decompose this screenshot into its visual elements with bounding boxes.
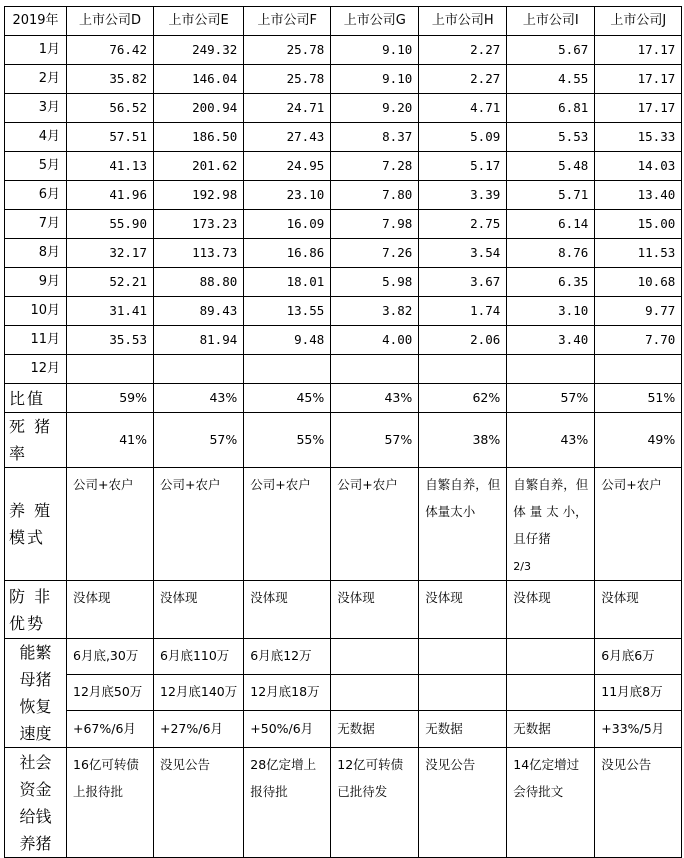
value-cell: 13.55 bbox=[244, 297, 331, 326]
value-cell: 35.82 bbox=[67, 65, 154, 94]
breeding-mode-cell bbox=[595, 468, 682, 581]
value-cell: 5.67 bbox=[507, 36, 595, 65]
breeding-mode-row bbox=[5, 468, 682, 581]
breeding-mode-text: 公司+农户 bbox=[601, 477, 662, 492]
value-cell: 5.71 bbox=[507, 181, 595, 210]
social-funding-cell: 14亿定增过会待批文 bbox=[507, 748, 595, 858]
sow-recovery-cell: +67%/6月 bbox=[67, 711, 154, 748]
value-cell: 5.17 bbox=[419, 152, 507, 181]
value-cell: 2.75 bbox=[419, 210, 507, 239]
month-label: 1月 bbox=[5, 36, 67, 65]
value-cell: 8.76 bbox=[507, 239, 595, 268]
column-header-1: 上市公司D bbox=[67, 7, 154, 36]
value-cell: 3.39 bbox=[419, 181, 507, 210]
value-cell: 41.13 bbox=[67, 152, 154, 181]
value-cell: 3.82 bbox=[331, 297, 419, 326]
value-cell: 13.40 bbox=[595, 181, 682, 210]
value-cell: 2.27 bbox=[419, 65, 507, 94]
value-cell bbox=[244, 355, 331, 384]
sow-recovery-cell: 无数据 bbox=[419, 711, 507, 748]
month-label: 12月 bbox=[5, 355, 67, 384]
value-cell: 7.98 bbox=[331, 210, 419, 239]
ratio-cell: 43% bbox=[154, 384, 244, 413]
value-cell: 18.01 bbox=[244, 268, 331, 297]
value-cell: 173.23 bbox=[154, 210, 244, 239]
month-label: 7月 bbox=[5, 210, 67, 239]
sow-recovery-cell: 12月底140万 bbox=[154, 674, 244, 711]
value-cell: 192.98 bbox=[154, 181, 244, 210]
corner-header: 2019年 bbox=[5, 7, 67, 36]
value-cell: 9.77 bbox=[595, 297, 682, 326]
value-cell: 16.86 bbox=[244, 239, 331, 268]
value-cell: 25.78 bbox=[244, 36, 331, 65]
value-cell: 9.48 bbox=[244, 326, 331, 355]
table-row bbox=[5, 210, 682, 239]
ratio-cell: 59% bbox=[67, 384, 154, 413]
month-label: 2月 bbox=[5, 65, 67, 94]
table-row bbox=[5, 94, 682, 123]
death-rate-cell: 38% bbox=[419, 413, 507, 468]
value-cell: 6.35 bbox=[507, 268, 595, 297]
breeding-mode-extra: 2/3 bbox=[513, 560, 531, 573]
social-funding-cell: 12亿可转债已批待发 bbox=[331, 748, 419, 858]
sow-recovery-cell: 6月底6万 bbox=[595, 639, 682, 675]
month-label: 8月 bbox=[5, 239, 67, 268]
header-row bbox=[5, 7, 682, 36]
value-cell: 4.55 bbox=[507, 65, 595, 94]
death-rate-cell: 41% bbox=[67, 413, 154, 468]
value-cell: 17.17 bbox=[595, 94, 682, 123]
value-cell: 15.33 bbox=[595, 123, 682, 152]
ratio-cell: 45% bbox=[244, 384, 331, 413]
value-cell bbox=[154, 355, 244, 384]
sow-recovery-row bbox=[5, 639, 682, 675]
value-cell: 81.94 bbox=[154, 326, 244, 355]
sow-recovery-cell: 无数据 bbox=[331, 711, 419, 748]
column-header-5: 上市公司H bbox=[419, 7, 507, 36]
breeding-mode-text: 公司+农户 bbox=[337, 477, 398, 492]
sow-recovery-cell bbox=[331, 674, 419, 711]
breeding-mode-cell bbox=[154, 468, 244, 581]
sow-recovery-cell bbox=[507, 674, 595, 711]
sow-recovery-cell: +50%/6月 bbox=[244, 711, 331, 748]
breeding-mode-cell bbox=[331, 468, 419, 581]
value-cell: 15.00 bbox=[595, 210, 682, 239]
sow-recovery-cell: 12月底50万 bbox=[67, 674, 154, 711]
sow-recovery-cell bbox=[507, 639, 595, 675]
value-cell: 6.14 bbox=[507, 210, 595, 239]
value-cell: 201.62 bbox=[154, 152, 244, 181]
month-label: 3月 bbox=[5, 94, 67, 123]
value-cell: 88.80 bbox=[154, 268, 244, 297]
breeding-mode-text: 公司+农户 bbox=[160, 477, 221, 492]
death-rate-cell: 55% bbox=[244, 413, 331, 468]
social-funding-cell: 没见公告 bbox=[595, 748, 682, 858]
death-rate-row bbox=[5, 413, 682, 468]
value-cell bbox=[67, 355, 154, 384]
value-cell: 7.28 bbox=[331, 152, 419, 181]
table-row bbox=[5, 152, 682, 181]
value-cell: 113.73 bbox=[154, 239, 244, 268]
value-cell: 55.90 bbox=[67, 210, 154, 239]
value-cell: 1.74 bbox=[419, 297, 507, 326]
ratio-row bbox=[5, 384, 682, 413]
sow-recovery-row bbox=[5, 711, 682, 748]
value-cell bbox=[419, 355, 507, 384]
month-label: 5月 bbox=[5, 152, 67, 181]
sow-recovery-cell: 无数据 bbox=[507, 711, 595, 748]
value-cell: 89.43 bbox=[154, 297, 244, 326]
value-cell: 7.70 bbox=[595, 326, 682, 355]
value-cell: 5.09 bbox=[419, 123, 507, 152]
value-cell bbox=[507, 355, 595, 384]
value-cell: 16.09 bbox=[244, 210, 331, 239]
value-cell: 11.53 bbox=[595, 239, 682, 268]
value-cell: 32.17 bbox=[67, 239, 154, 268]
month-label: 6月 bbox=[5, 181, 67, 210]
breeding-mode-cell bbox=[419, 468, 507, 581]
value-cell: 9.10 bbox=[331, 36, 419, 65]
column-header-2: 上市公司E bbox=[154, 7, 244, 36]
sow-recovery-cell: +33%/5月 bbox=[595, 711, 682, 748]
value-cell: 186.50 bbox=[154, 123, 244, 152]
table-row bbox=[5, 239, 682, 268]
value-cell: 52.21 bbox=[67, 268, 154, 297]
death-rate-cell: 43% bbox=[507, 413, 595, 468]
social-funding-cell: 16亿可转债上报待批 bbox=[67, 748, 154, 858]
sow-recovery-cell: 6月底,30万 bbox=[67, 639, 154, 675]
sow-recovery-cell: 6月底12万 bbox=[244, 639, 331, 675]
value-cell: 200.94 bbox=[154, 94, 244, 123]
table-row bbox=[5, 355, 682, 384]
breeding-mode-text: 自繁自养，但 体 量 太 小，且仔猪 bbox=[513, 477, 589, 546]
sow-recovery-cell bbox=[331, 639, 419, 675]
social-funding-row bbox=[5, 748, 682, 858]
breeding-mode-text: 公司+农户 bbox=[250, 477, 311, 492]
asf-advantage-label: 防 非 优势 bbox=[5, 581, 67, 639]
social-funding-cell: 没见公告 bbox=[154, 748, 244, 858]
death-rate-label: 死 猪 率 bbox=[5, 413, 67, 468]
breeding-mode-label: 养 殖 模式 bbox=[5, 468, 67, 581]
value-cell: 3.10 bbox=[507, 297, 595, 326]
value-cell: 249.32 bbox=[154, 36, 244, 65]
breeding-mode-cell bbox=[67, 468, 154, 581]
value-cell: 3.40 bbox=[507, 326, 595, 355]
value-cell: 23.10 bbox=[244, 181, 331, 210]
sow-recovery-cell bbox=[419, 639, 507, 675]
asf-advantage-cell: 没体现 bbox=[595, 581, 682, 639]
value-cell: 57.51 bbox=[67, 123, 154, 152]
breeding-mode-text: 自繁自养，但体量太小 bbox=[425, 477, 501, 519]
value-cell: 7.80 bbox=[331, 181, 419, 210]
column-header-7: 上市公司J bbox=[595, 7, 682, 36]
value-cell: 3.67 bbox=[419, 268, 507, 297]
table-row bbox=[5, 181, 682, 210]
value-cell bbox=[595, 355, 682, 384]
death-rate-cell: 57% bbox=[154, 413, 244, 468]
asf-advantage-cell: 没体现 bbox=[507, 581, 595, 639]
asf-advantage-cell: 没体现 bbox=[244, 581, 331, 639]
death-rate-cell: 57% bbox=[331, 413, 419, 468]
asf-advantage-cell: 没体现 bbox=[419, 581, 507, 639]
value-cell: 27.43 bbox=[244, 123, 331, 152]
ratio-cell: 57% bbox=[507, 384, 595, 413]
value-cell: 24.95 bbox=[244, 152, 331, 181]
sow-recovery-cell: 6月底110万 bbox=[154, 639, 244, 675]
value-cell: 17.17 bbox=[595, 65, 682, 94]
value-cell: 9.10 bbox=[331, 65, 419, 94]
value-cell: 5.53 bbox=[507, 123, 595, 152]
table-row bbox=[5, 123, 682, 152]
value-cell: 76.42 bbox=[67, 36, 154, 65]
value-cell: 56.52 bbox=[67, 94, 154, 123]
value-cell: 2.06 bbox=[419, 326, 507, 355]
ratio-cell: 62% bbox=[419, 384, 507, 413]
value-cell: 8.37 bbox=[331, 123, 419, 152]
ratio-cell: 51% bbox=[595, 384, 682, 413]
value-cell: 3.54 bbox=[419, 239, 507, 268]
social-funding-label: 社会 资金 给钱 养猪 bbox=[5, 748, 67, 858]
breeding-mode-cell bbox=[244, 468, 331, 581]
asf-advantage-cell: 没体现 bbox=[331, 581, 419, 639]
value-cell: 6.81 bbox=[507, 94, 595, 123]
value-cell: 4.71 bbox=[419, 94, 507, 123]
sow-recovery-cell: +27%/6月 bbox=[154, 711, 244, 748]
month-label: 11月 bbox=[5, 326, 67, 355]
value-cell: 9.20 bbox=[331, 94, 419, 123]
value-cell: 41.96 bbox=[67, 181, 154, 210]
sow-recovery-cell bbox=[419, 674, 507, 711]
social-funding-cell: 28亿定增上报待批 bbox=[244, 748, 331, 858]
value-cell: 14.03 bbox=[595, 152, 682, 181]
value-cell: 17.17 bbox=[595, 36, 682, 65]
breeding-mode-cell bbox=[507, 468, 595, 581]
table-row bbox=[5, 297, 682, 326]
table-row bbox=[5, 36, 682, 65]
value-cell: 31.41 bbox=[67, 297, 154, 326]
column-header-6: 上市公司I bbox=[507, 7, 595, 36]
sow-recovery-cell: 12月底18万 bbox=[244, 674, 331, 711]
value-cell: 24.71 bbox=[244, 94, 331, 123]
pig-farming-comparison-table bbox=[4, 6, 682, 858]
value-cell: 7.26 bbox=[331, 239, 419, 268]
value-cell: 35.53 bbox=[67, 326, 154, 355]
breeding-mode-text: 公司+农户 bbox=[73, 477, 134, 492]
asf-advantage-cell: 没体现 bbox=[67, 581, 154, 639]
column-header-4: 上市公司G bbox=[331, 7, 419, 36]
table-row bbox=[5, 268, 682, 297]
value-cell: 5.48 bbox=[507, 152, 595, 181]
sow-recovery-label: 能繁 母猪 恢复 速度 bbox=[5, 639, 67, 748]
ratio-label: 比值 bbox=[5, 384, 67, 413]
sow-recovery-cell: 11月底8万 bbox=[595, 674, 682, 711]
value-cell: 10.68 bbox=[595, 268, 682, 297]
ratio-cell: 43% bbox=[331, 384, 419, 413]
value-cell: 146.04 bbox=[154, 65, 244, 94]
column-header-3: 上市公司F bbox=[244, 7, 331, 36]
month-label: 4月 bbox=[5, 123, 67, 152]
value-cell: 5.98 bbox=[331, 268, 419, 297]
value-cell: 25.78 bbox=[244, 65, 331, 94]
asf-advantage-cell: 没体现 bbox=[154, 581, 244, 639]
sow-recovery-row bbox=[5, 674, 682, 711]
value-cell: 4.00 bbox=[331, 326, 419, 355]
social-funding-cell: 没见公告 bbox=[419, 748, 507, 858]
value-cell bbox=[331, 355, 419, 384]
table-row bbox=[5, 65, 682, 94]
value-cell: 2.27 bbox=[419, 36, 507, 65]
death-rate-cell: 49% bbox=[595, 413, 682, 468]
month-label: 9月 bbox=[5, 268, 67, 297]
month-label: 10月 bbox=[5, 297, 67, 326]
asf-advantage-row bbox=[5, 581, 682, 639]
table-row bbox=[5, 326, 682, 355]
